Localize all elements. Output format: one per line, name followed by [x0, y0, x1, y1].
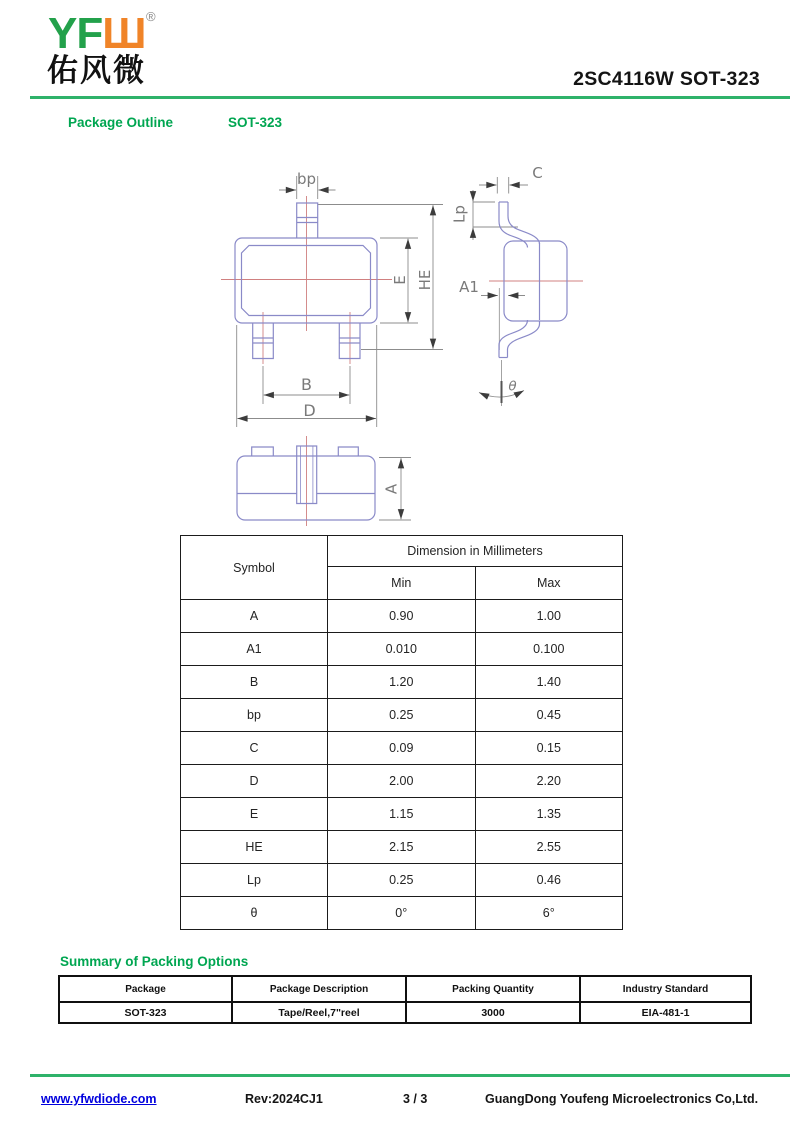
max-cell: 1.35	[475, 798, 623, 831]
symbol-cell: A	[181, 600, 328, 633]
min-cell: 2.15	[328, 831, 476, 864]
dim-label-c: C	[532, 165, 543, 182]
table-header-row	[59, 976, 751, 1002]
symbol-cell: B	[181, 666, 328, 699]
max-header-cell: Max	[475, 567, 623, 600]
package-description-header-cell: Package Description	[232, 976, 406, 1002]
symbol-cell: Lp	[181, 864, 328, 897]
table-row	[181, 600, 623, 633]
table-row	[181, 699, 623, 732]
package-outline-label: Package Outline	[68, 115, 174, 130]
side-view-outline	[499, 202, 567, 358]
package-description-cell: Tape/Reel,7"reel	[232, 1002, 406, 1023]
dim-label-theta: θ	[508, 378, 517, 395]
dim-label-d: D	[303, 401, 316, 420]
dim-label-lp: Lp	[450, 205, 469, 223]
min-cell: 0.25	[328, 864, 476, 897]
symbol-cell: HE	[181, 831, 328, 864]
min-cell: 2.00	[328, 765, 476, 798]
dimension-table	[180, 535, 623, 930]
packing-options-title: Summary of Packing Options	[60, 954, 249, 969]
industry-standard-cell: EIA-481-1	[580, 1002, 751, 1023]
dim-label-bp: bp	[296, 170, 317, 188]
dimension-lines	[237, 176, 528, 520]
brand-logo	[48, 9, 146, 58]
dim-label-e: E	[391, 275, 409, 285]
logo-w-text: Ш	[102, 9, 146, 58]
table-row	[181, 864, 623, 897]
packing-quantity-cell: 3000	[406, 1002, 580, 1023]
symbol-cell: θ	[181, 897, 328, 930]
symbol-cell: bp	[181, 699, 328, 732]
min-cell: 0.90	[328, 600, 476, 633]
package-name-label: SOT-323	[228, 115, 283, 130]
max-cell: 0.100	[475, 633, 623, 666]
table-row	[181, 666, 623, 699]
min-cell: 1.15	[328, 798, 476, 831]
table-row	[181, 798, 623, 831]
page-number: 3 / 3	[403, 1092, 428, 1106]
symbol-cell: E	[181, 798, 328, 831]
dimension-header-cell: Dimension in Millimeters	[328, 536, 623, 567]
min-cell: 0.010	[328, 633, 476, 666]
package-cell: SOT-323	[59, 1002, 232, 1023]
dim-label-b: B	[301, 375, 312, 394]
max-cell: 2.20	[475, 765, 623, 798]
top-view-outline	[235, 203, 377, 359]
table-row	[181, 633, 623, 666]
industry-standard-header-cell: Industry Standard	[580, 976, 751, 1002]
symbol-cell: A1	[181, 633, 328, 666]
symbol-cell: D	[181, 765, 328, 798]
max-cell: 1.00	[475, 600, 623, 633]
min-cell: 0.25	[328, 699, 476, 732]
min-cell: 0°	[328, 897, 476, 930]
min-header-cell: Min	[328, 567, 476, 600]
bottom-view-outline	[237, 446, 375, 520]
max-cell: 0.46	[475, 864, 623, 897]
logo-chinese-text: 佑风微	[47, 53, 146, 88]
max-cell: 6°	[475, 897, 623, 930]
dim-label-he: HE	[416, 269, 434, 291]
symbol-cell: C	[181, 732, 328, 765]
company-name: GuangDong Youfeng Microelectronics Co,Ltd.	[485, 1092, 759, 1106]
max-cell: 1.40	[475, 666, 623, 699]
package-header-cell: Package	[59, 976, 232, 1002]
dim-label-a1: A1	[459, 278, 479, 296]
table-row	[181, 732, 623, 765]
registered-trademark-icon: ®	[146, 9, 156, 24]
footer-rule	[30, 1074, 790, 1077]
logo-yf-text: YF	[48, 9, 103, 58]
max-cell: 0.45	[475, 699, 623, 732]
symbol-header-cell: Symbol	[181, 536, 328, 600]
max-cell: 2.55	[475, 831, 623, 864]
part-number-title: 2SC4116W SOT-323	[573, 68, 760, 90]
packing-quantity-header-cell: Packing Quantity	[406, 976, 580, 1002]
table-row	[181, 765, 623, 798]
package-outline-drawing	[218, 165, 588, 530]
max-cell: 0.15	[475, 732, 623, 765]
header-rule	[30, 96, 790, 99]
packing-options-table	[58, 975, 752, 1024]
dim-label-a: A	[382, 483, 401, 495]
revision-label: Rev:2024CJ1	[245, 1092, 323, 1106]
website-link[interactable]: www.yfwdiode.com	[41, 1092, 157, 1106]
min-cell: 1.20	[328, 666, 476, 699]
table-row	[59, 1002, 751, 1023]
table-row	[181, 897, 623, 930]
table-row	[181, 831, 623, 864]
min-cell: 0.09	[328, 732, 476, 765]
